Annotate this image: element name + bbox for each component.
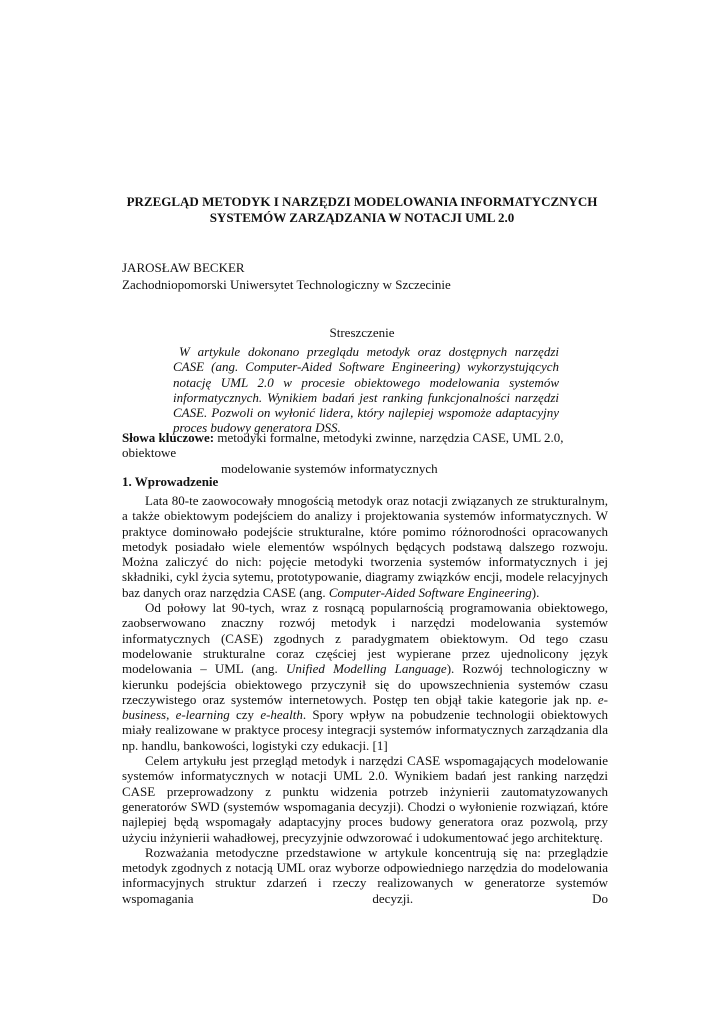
paragraph-2-italic-ehealth: e-health: [260, 707, 303, 723]
paragraph-1: [122, 493, 608, 600]
paragraph-2-italic-ebusiness: e-business: [122, 691, 608, 723]
paragraph-2-text-d: czy: [229, 707, 261, 723]
paragraph-3: Celem artykułu jest przegląd metodyk i narzędzi CASE wspomagających modelowanie systemów informatycznych w notacji UML 2.0. Wynikiem badań jest ranking narzędzi CASE przeprowadzony z punktu widzenia potrzeb inżynierii zautomatyzowanych generatorów SWD (systemów wspomagania decyzji). Chodzi o wyłonienie rozwiązań, które najlepiej będą wspomagały adaptacyjny proces budowy generatora oraz pozwolą, przy użyciu inżynierii wahadłowej, precyzyjnie odwzorować i udokumentować jego architekturę.: [122, 753, 608, 845]
paragraph-4: Rozważania metodyczne przedstawione w artykule koncentrują się na: przeglądzie metodyk zgodnych z notacją UML oraz wyborze odpowiedniego narzędzia do modelowania informacyjnych struktur zdarzeń i rzeczy realizowanych w generatorze systemów wspomagania decyzji. Do: [122, 844, 608, 906]
title-line-1: PRZEGLĄD METODYK I NARZĘDZI MODELOWANIA INFORMATYCZNYCH: [126, 194, 598, 209]
abstract-heading: Streszczenie: [329, 325, 395, 340]
paper-title: [100, 194, 624, 226]
paragraph-2-text-a: Od połowy lat 90-tych, wraz z rosnącą popularnością programowania obiektowego, zaobserwowano znaczny rozwój metodyk i narzędzi modelowania systemów informatycznych (CASE) zgodnych z paradygmatem obiektowym. Od tego czasu modelowanie strukturalne coraz częściej jest wypierane przez ujednolicony język modelowania – UML (ang.: [122, 600, 608, 677]
abstract-text: W artykule dokonano przeglądu metodyk oraz dostępnych narzędzi CASE (ang. Computer-Aided Software Engineering) wykorzystujących notację UML 2.0 w procesie obiektowego modelowania systemów informatycznych. Wynikiem badań jest ranking funkcjonalności narzędzi CASE. Pozwoli on wyłonić lidera, który najlepiej wspomoże adaptacyjny proces budowy generatora DSS.: [173, 344, 559, 436]
paragraph-2: [122, 600, 608, 753]
keywords-line-2: modelowanie systemów informatycznych: [221, 460, 438, 476]
paragraph-2-text-c: ,: [166, 707, 176, 723]
section-heading: 1. Wprowadzenie: [122, 474, 219, 489]
paragraph-2-italic-elearning: e-learning: [175, 707, 230, 723]
keywords-line-1: metodyki formalne, metodyki zwinne, narzędzia CASE, UML 2.0, obiektowe: [122, 430, 564, 461]
section-body: [122, 493, 608, 906]
paragraph-2-text-e: . Spory wpływ na pobudzenie technologii obiektowych miały realizowane w praktyce procesy integracji systemów informatycznych zarządzania dla np. handlu, bankowości, logistyki czy edukacji. [1]: [122, 707, 609, 753]
title-line-2: SYSTEMÓW ZARZĄDZANIA W NOTACJI UML 2.0: [209, 210, 515, 225]
author-block: [122, 259, 451, 293]
author-name: JAROSŁAW BECKER: [122, 260, 245, 275]
paragraph-2-italic-uml: Unified Modelling Language: [285, 661, 447, 677]
paragraph-1-end: ).: [531, 584, 540, 600]
paragraph-2-text-b: ). Rozwój technologiczny w kierunku podejścia obiektowego przyczynił się do upowszechnienia systemów czasu rzeczywistego oraz systemów internetowych. Postęp ten objął takie kategorie jak np.: [122, 661, 608, 707]
paragraph-1-italic: Computer-Aided Software Engineering: [328, 584, 532, 600]
keywords-block: [122, 430, 608, 476]
keywords-label: Słowa kluczowe:: [122, 430, 215, 445]
paragraph-1-text: Lata 80-te zaowocowały mnogością metodyk oraz notacji związanych ze strukturalnym, a także obiektowym podejściem do analizy i projektowania systemów informatycznych. W praktyce dominowało podejście strukturalne, które pomimo różnorodności opracowanych metodyk posiadało wiele elementów wspólnych będących podstawą dalszego rozwoju. Można zaliczyć do nich: pojęcie metodyki tworzenia systemów informatycznych i jej składniki, cykl życia sytemu, prototypowanie, diagramy związków encji, modele relacyjnych baz danych oraz narzędzia CASE (ang.: [122, 493, 608, 600]
author-affiliation: Zachodniopomorski Uniwersytet Technologiczny w Szczecinie: [122, 277, 451, 292]
